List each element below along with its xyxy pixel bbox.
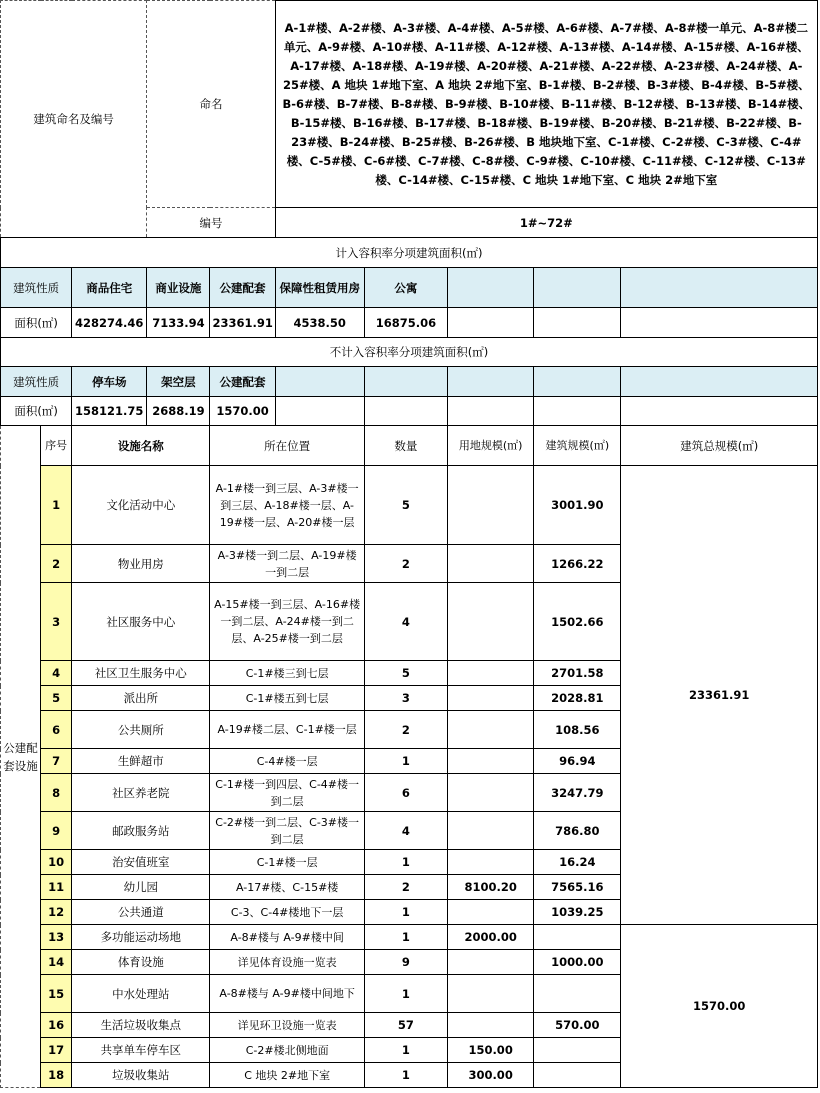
row-land [448,975,534,1013]
row-building: 786.80 [534,812,621,850]
facilities-section-label: 公建配套设施 [1,426,41,1088]
row-building: 1000.00 [534,950,621,975]
row-quantity: 1 [364,900,447,925]
row-land: 150.00 [448,1038,534,1063]
empty-cell [275,367,364,397]
row-seq: 1 [41,466,72,545]
row-location: A-3#楼一到二层、A-19#楼一到二层 [210,545,364,583]
row-quantity: 2 [364,875,447,900]
row-seq: 18 [41,1063,72,1088]
row-seq: 3 [41,583,72,661]
row-location: A-8#楼与 A-9#楼中间 [210,925,364,950]
row-name: 派出所 [72,686,210,711]
empty-cell [448,268,534,308]
row-name: 体育设施 [72,950,210,975]
row-land [448,583,534,661]
row-land [448,900,534,925]
row-building: 3247.79 [534,774,621,812]
far-area: 428274.46 [72,308,147,338]
nonfar-type: 停车场 [72,367,147,397]
row-land: 8100.20 [448,875,534,900]
far-type: 保障性租赁用房 [275,268,364,308]
row-location: C-1#楼一层 [210,850,364,875]
table-row [1,925,818,950]
row-name: 垃圾收集站 [72,1063,210,1088]
number-value: 1#~72# [275,208,817,238]
name-label: 命名 [147,1,275,208]
row-quantity: 1 [364,975,447,1013]
row-building: 7565.16 [534,875,621,900]
nonfar-area: 2688.19 [147,397,210,426]
far-type: 公建配套 [210,268,275,308]
far-title: 计入容积率分项建筑面积(㎡) [1,238,818,268]
row-quantity: 1 [364,1063,447,1088]
total-group-1: 23361.91 [621,466,818,925]
row-name: 社区卫生服务中心 [72,661,210,686]
building-names: A-1#楼、A-2#楼、A-3#楼、A-4#楼、A-5#楼、A-6#楼、A-7#楼、A-8#楼一单元、A-8#楼二单元、A-9#楼、A-10#楼、A-11#楼、A-12#楼、A-13#楼、A-14#楼、A-15#楼、A-16#楼、A-17#楼、A-18#楼、A-19#楼、A-20#楼、A-21#楼、A-22#楼、A-23#楼、A-24#楼、A-25#楼、A 地块 1#地下室、A 地块 2#地下室、B-1#楼、B-2#楼、B-3#楼、B-4#楼、B-5#楼、B-6#楼、B-7#楼、B-8#楼、B-9#楼、B-10#楼、B-11#楼、B-12#楼、B-13#楼、B-14#楼、B-15#楼、B-16#楼、B-17#楼、B-18#楼、B-19#楼、B-20#楼、B-21#楼、B-22#楼、B-23#楼、B-24#楼、B-25#楼、B-26#楼、B 地块地下室、C-1#楼、C-2#楼、C-3#楼、C-4#楼、C-5#楼、C-6#楼、C-7#楼、C-8#楼、C-9#楼、C-10#楼、C-11#楼、C-12#楼、C-13#楼、C-14#楼、C-15#楼、C 地块 1#地下室、C 地块 2#地下室 [275,1,817,208]
nonfar-area: 158121.75 [72,397,147,426]
nonfar-type: 公建配套 [210,367,275,397]
far-type: 公寓 [364,268,447,308]
row-location: 详见体育设施一览表 [210,950,364,975]
header-total: 建筑总规模(㎡) [621,426,818,466]
row-land [448,686,534,711]
row-location: A-17#楼、C-15#楼 [210,875,364,900]
row-seq: 9 [41,812,72,850]
empty-cell [621,308,818,338]
row-land [448,466,534,545]
empty-cell [621,397,818,426]
row-location: C-1#楼三到七层 [210,661,364,686]
row-seq: 2 [41,545,72,583]
row-building: 570.00 [534,1013,621,1038]
empty-cell [364,397,447,426]
row-seq: 16 [41,1013,72,1038]
total-group-2: 1570.00 [621,925,818,1088]
row-location: C 地块 2#地下室 [210,1063,364,1088]
row-land [448,950,534,975]
nonfar-type-label: 建筑性质 [1,367,72,397]
row-quantity: 5 [364,466,447,545]
row-land [448,749,534,774]
number-label: 编号 [147,208,275,238]
row-quantity: 2 [364,711,447,749]
row-location: C-1#楼一到四层、C-4#楼一到二层 [210,774,364,812]
row-location: A-19#楼二层、C-1#楼一层 [210,711,364,749]
row-quantity: 6 [364,774,447,812]
far-area-label: 面积(㎡) [1,308,72,338]
row-quantity: 1 [364,925,447,950]
row-name: 社区服务中心 [72,583,210,661]
empty-cell [275,397,364,426]
row-location: A-15#楼一到三层、A-16#楼一到二层、A-24#楼一到二层、A-25#楼一到二层 [210,583,364,661]
header-location: 所在位置 [210,426,364,466]
row-seq: 5 [41,686,72,711]
row-name: 治安值班室 [72,850,210,875]
row-quantity: 1 [364,1038,447,1063]
row-name: 生鲜超市 [72,749,210,774]
row-seq: 7 [41,749,72,774]
row-building: 16.24 [534,850,621,875]
row-quantity: 4 [364,812,447,850]
row-building: 1266.22 [534,545,621,583]
empty-cell [534,367,621,397]
row-quantity: 57 [364,1013,447,1038]
empty-cell [534,268,621,308]
table-row [1,466,818,545]
empty-cell [621,367,818,397]
row-building: 1039.25 [534,900,621,925]
row-seq: 12 [41,900,72,925]
row-name: 社区养老院 [72,774,210,812]
empty-cell [534,397,621,426]
header-building: 建筑规模(㎡) [534,426,621,466]
row-quantity: 5 [364,661,447,686]
row-quantity: 9 [364,950,447,975]
far-type: 商业设施 [147,268,210,308]
row-land [448,812,534,850]
empty-cell [364,367,447,397]
empty-cell [621,268,818,308]
row-building: 3001.90 [534,466,621,545]
nonfar-type: 架空层 [147,367,210,397]
row-location: C-3、C-4#楼地下一层 [210,900,364,925]
header-name: 设施名称 [72,426,210,466]
row-land [448,774,534,812]
far-area: 23361.91 [210,308,275,338]
header-quantity: 数量 [364,426,447,466]
row-seq: 6 [41,711,72,749]
row-name: 中水处理站 [72,975,210,1013]
row-seq: 8 [41,774,72,812]
row-location: C-1#楼五到七层 [210,686,364,711]
empty-cell [448,397,534,426]
row-name: 物业用房 [72,545,210,583]
row-quantity: 3 [364,686,447,711]
row-name: 幼儿园 [72,875,210,900]
row-seq: 13 [41,925,72,950]
empty-cell [534,308,621,338]
row-building [534,1038,621,1063]
row-land: 300.00 [448,1063,534,1088]
far-type-label: 建筑性质 [1,268,72,308]
row-building: 1502.66 [534,583,621,661]
row-land [448,545,534,583]
row-land [448,850,534,875]
nonfar-title: 不计入容积率分项建筑面积(㎡) [1,338,818,367]
row-name: 多功能运动场地 [72,925,210,950]
row-land [448,661,534,686]
row-name: 邮政服务站 [72,812,210,850]
row-building [534,1063,621,1088]
row-seq: 11 [41,875,72,900]
row-name: 共享单车停车区 [72,1038,210,1063]
row-building: 2701.58 [534,661,621,686]
far-area: 4538.50 [275,308,364,338]
row-location: C-4#楼一层 [210,749,364,774]
row-quantity: 1 [364,850,447,875]
row-name: 公共通道 [72,900,210,925]
row-quantity: 2 [364,545,447,583]
empty-cell [448,308,534,338]
far-area: 7133.94 [147,308,210,338]
row-location: C-2#楼一到二层、C-3#楼一到二层 [210,812,364,850]
row-land [448,1013,534,1038]
row-name: 文化活动中心 [72,466,210,545]
row-quantity: 4 [364,583,447,661]
far-type: 商品住宅 [72,268,147,308]
row-location: A-8#楼与 A-9#楼中间地下 [210,975,364,1013]
row-name: 生活垃圾收集点 [72,1013,210,1038]
row-building [534,925,621,950]
row-building: 96.94 [534,749,621,774]
row-land [448,711,534,749]
row-building: 108.56 [534,711,621,749]
nonfar-area: 1570.00 [210,397,275,426]
row-building: 2028.81 [534,686,621,711]
row-seq: 10 [41,850,72,875]
header-land: 用地规模(㎡) [448,426,534,466]
far-area: 16875.06 [364,308,447,338]
row-location: A-1#楼一到三层、A-3#楼一到三层、A-18#楼一层、A-19#楼一层、A-20#楼一层 [210,466,364,545]
row-building [534,975,621,1013]
nonfar-area-label: 面积(㎡) [1,397,72,426]
row-seq: 17 [41,1038,72,1063]
row-land: 2000.00 [448,925,534,950]
row-seq: 14 [41,950,72,975]
empty-cell [448,367,534,397]
row-seq: 15 [41,975,72,1013]
row-location: 详见环卫设施一览表 [210,1013,364,1038]
header-seq: 序号 [41,426,72,466]
row-name: 公共厕所 [72,711,210,749]
row-location: C-2#楼北侧地面 [210,1038,364,1063]
naming-section-label: 建筑命名及编号 [1,1,147,238]
row-seq: 4 [41,661,72,686]
row-quantity: 1 [364,749,447,774]
